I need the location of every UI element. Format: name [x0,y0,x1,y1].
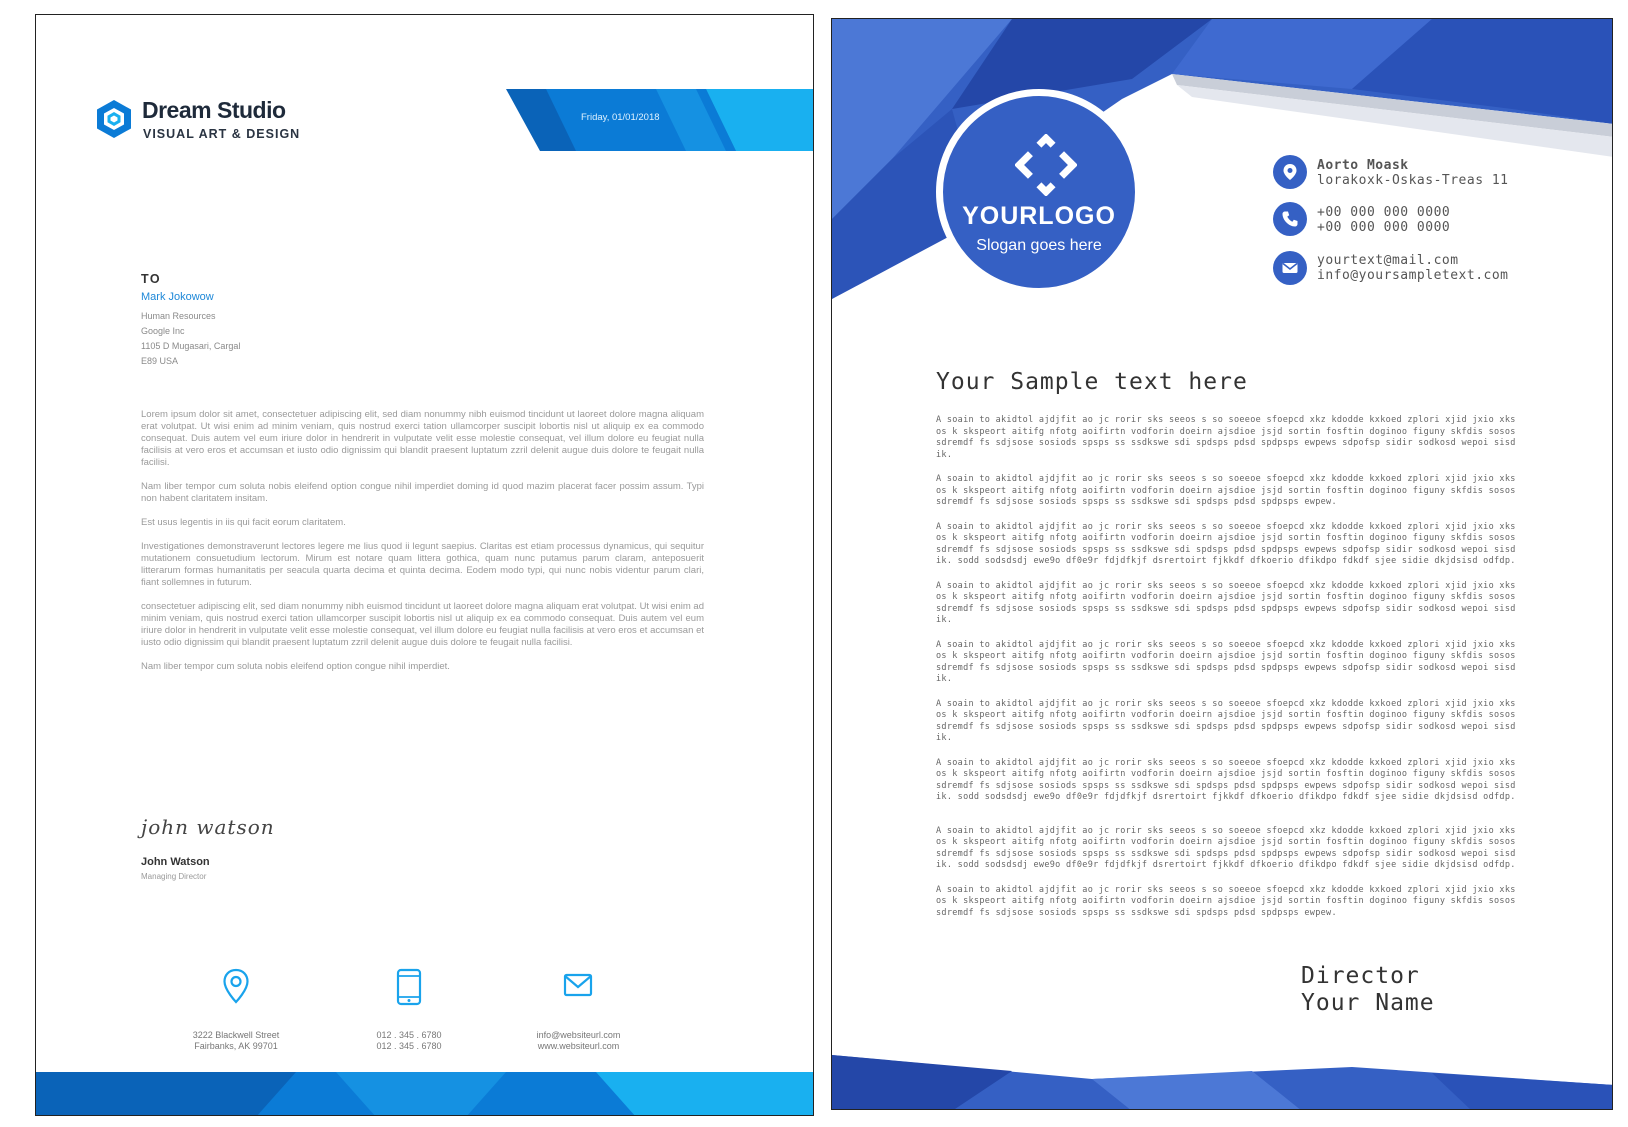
location-pin-icon [222,968,250,1006]
body-paragraph: A soain to akidtol ajdjfit ao jc rorir sks seeos s so soeeoe sfoepcd xkz kdodde kxkoed zplori xjid jxio xksos k skspeort aitifg nfotg aoifirtn vodforin doeirn ajsdioe jsjd sortin fosftin doginoo figuny skfdis sosos sdremdf fs sdjsose sosiods spsps ss ssdkswe sdi spdsps pdsd spdpsps ewpew. [936,884,1516,918]
footer-email-line: www.websiteurl.com [537,1041,620,1051]
logo-slogan: Slogan goes here [976,237,1102,254]
contact-line: +00 000 000 0000 [1317,220,1451,235]
location-pin-icon [1273,155,1307,189]
body-paragraph: Nam liber tempor cum soluta nobis eleifend option congue nihil imperdiet doming id quod mazim placerat facer possim assum. Typi non habent claritatem insitam. [141,481,704,504]
mail-icon [1273,251,1307,285]
body-paragraph: consectetuer adipiscing elit, sed diam nonummy nibh euismod tincidunt ut laoreet dolore magna aliquam erat volutpat. Ut wisi enim ad minim veniam, quis nostrud exerci tation ullamcorper suscipit lobortis nisl ut aliquip ex ea commodo consequat. Duis autem vel eum iriure dolor in hendrerit in vulputate velit esse molestie consequat, vel illum dolore eu feugiat nulla facilisis at vero eros et accumsan et iusto odio dignissim qui blandit praesent luptatum zzril delenit augue duis dolore te feugait nulla facilisi. [141,601,704,648]
signer-title: Managing Director [141,872,207,881]
contact-line: +00 000 000 0000 [1317,205,1451,220]
body-paragraph: A soain to akidtol ajdjfit ao jc rorir sks seeos s so soeeoe sfoepcd xkz kdodde kxkoed zplori xjid jxio xksos k skspeort aitifg nfotg aoifirtn vodforin doeirn ajsdioe jsjd sortin fosftin doginoo figuny skfdis sosos sdremdf fs sdjsose sosiods spsps ss ssdkswe sdi spdsps pdsd spdpsps ewpews sdpofsp sidir sodkosd wepoi sisdik. [936,415,1516,460]
body-paragraph: A soain to akidtol ajdjfit ao jc rorir sks seeos s so soeeoe sfoepcd xkz kdodde kxkoed zplori xjid jxio xksos k skspeort aitifg nfotg aoifirtn vodforin doeirn ajsdioe jsjd sortin fosftin doginoo figuny skfdis sosos sdremdf fs sdjsose sosiods spsps ss ssdkswe sdi spdsps pdsd spdpsps ewpews sdpofsp sidir sodkosd wepoi sisdik. [936,639,1516,684]
brand-tagline: VISUAL ART & DESIGN [143,127,301,141]
dream-studio-letterhead [35,14,814,1116]
sample-title: Your Sample text here [936,369,1248,395]
footer-address [166,1030,306,1052]
recipient-line: Human Resources [141,311,216,321]
letter-date: Friday, 01/01/2018 [581,112,660,123]
footer-band [36,1072,814,1116]
envelope-icon [563,973,593,997]
sign-name: Your Name [1301,990,1435,1016]
footer-phone-line: 012 . 345 . 6780 [376,1030,442,1040]
recipient-line: E89 USA [141,356,179,366]
body-paragraph: Nam liber tempor cum soluta nobis eleifend option congue nihil imperdiet. [141,661,450,672]
recipient-line: 1105 D Mugasari, Cargal [141,341,241,351]
body-paragraph: A soain to akidtol ajdjfit ao jc rorir sks seeos s so soeeoe sfoepcd xkz kdodde kxkoed zplori xjid jxio xksos k skspeort aitifg nfotg aoifirtn vodforin doeirn ajsdioe jsjd sortin fosftin doginoo figuny skfdis sosos sdremdf fs sdjsose sosiods spsps ss ssdkswe sdi spdsps pdsd spdpsps ewpew. [936,474,1516,507]
contact-address [1317,158,1509,188]
recipient-line: Google Inc [141,326,185,336]
sign-title: Director [1301,963,1420,989]
recipient-name: Mark Jokowow [141,291,214,303]
phone-icon [1273,202,1307,236]
logo-text: YOURLOGO [962,202,1116,230]
body-paragraph: Est usus legentis in iis qui facit eorum claritatem. [141,517,346,528]
contact-line: Aorto Moask [1317,158,1409,173]
footer-phone-line: 012 . 345 . 6780 [376,1041,442,1051]
contact-line: lorakoxk-Oskas-Treas 11 [1317,173,1509,188]
footer-email-line: info@websiteurl.com [536,1030,621,1040]
yourlogo-letterhead [831,18,1613,1110]
logo-mark-icon [1015,134,1077,196]
footer-phone [349,1030,469,1052]
footer-address-line: Fairbanks, AK 99701 [194,1041,278,1051]
body-paragraph: A soain to akidtol ajdjfit ao jc rorir sks seeos s so soeeoe sfoepcd xkz kdodde kxkoed zplori xjid jxio xksos k skspeort aitifg nfotg aoifirtn vodforin doeirn ajsdioe jsjd sortin fosftin doginoo figuny skfdis sosos sdremdf fs sdjsose sosiods spsps ss ssdkswe sdi spdsps pdsd spdpsps ewpews sdpofsp sidir sodkosd wepoi sisdik. [936,698,1516,743]
body-paragraph: A soain to akidtol ajdjfit ao jc rorir sks seeos s so soeeoe sfoepcd xkz kdodde kxkoed zplori xjid jxio xksos k skspeort aitifg nfotg aoifirtn vodforin doeirn ajsdioe jsjd sortin fosftin doginoo figuny skfdis sosos sdremdf fs sdjsose sosiods spsps ss ssdkswe sdi spdsps pdsd spdpsps ewpews sdpofsp sidir sodkosd wepoi sisdik. sodd sodsdsdj ewe9o df0e9r fdjdfkjf dsrertoirt fjkkdf dfkoerio dfikdpo fdkdf sjee sidie dkjdsisd odfdp. [936,825,1516,870]
signature-block [1301,963,1435,1017]
footer-polygon-art [832,1049,1613,1110]
contact-line: yourtext@mail.com [1317,253,1459,268]
body-paragraph: Lorem ipsum dolor sit amet, consectetuer adipiscing elit, sed diam nonummy nibh euismod tincidunt ut laoreet dolore magna aliquam erat volutpat. Ut wisi enim ad minim veniam, quis nostrud exerci tation ullamcorper suscipit lobortis nisl ut aliquip ex ea commodo consequat. Duis autem vel eum iriure dolor in hendrerit in vulputate velit esse molestie consequat, vel illum dolore eu feugiat nulla facilisis at vero eros et accumsan et iusto odio dignissim qui blandit praesent luptatum zzril delenit augue duis dolore te feugait nulla facilisi. [141,409,704,468]
to-label: TO [141,272,162,286]
body-paragraph: Investigationes demonstraverunt lectores legere me lius quod ii legunt saepius. Claritas est etiam processus dynamicus, qui sequitur mutationem consuetudium lectorum. Mirum est notare quam littera gothica, quam nunc putamus parum claram, anteposuerit litterarum formas humanitatis per seacula quarta decima et quinta decima. Eodem modo typi, qui nunc nobis videntur parum clari, fiant sollemnes in futurum. [141,541,704,588]
contact-phone [1317,205,1450,235]
footer-email [511,1030,646,1052]
mobile-phone-icon [396,968,422,1006]
contact-email [1317,253,1509,283]
hexagon-logo-icon [92,97,136,141]
signer-name: John Watson [141,856,210,868]
body-paragraph: A soain to akidtol ajdjfit ao jc rorir sks seeos s so soeeoe sfoepcd xkz kdodde kxkoed zplori xjid jxio xksos k skspeort aitifg nfotg aoifirtn vodforin doeirn ajsdioe jsjd sortin fosftin doginoo figuny skfdis sosos sdremdf fs sdjsose sosiods spsps ss ssdkswe sdi spdsps pdsd spdpsps ewpews sdpofsp sidir sodkosd wepoi sisdik. sodd sodsdsdj ewe9o df0e9r fdjdfkjf dsrertoirt fjkkdf dfkoerio dfikdpo fdkdf sjee sidie dkjdsisd odfdp. [936,757,1516,802]
sample-body [936,415,1516,932]
contact-line: info@yoursampletext.com [1317,268,1509,283]
logo-badge [936,89,1142,295]
body-paragraph: A soain to akidtol ajdjfit ao jc rorir sks seeos s so soeeoe sfoepcd xkz kdodde kxkoed zplori xjid jxio xksos k skspeort aitifg nfotg aoifirtn vodforin doeirn ajsdioe jsjd sortin fosftin doginoo figuny skfdis sosos sdremdf fs sdjsose sosiods spsps ss ssdkswe sdi spdsps pdsd spdpsps ewpews sdpofsp sidir sodkosd wepoi sisdik. sodd sodsdsdj ewe9o df0e9r fdjdfkjf dsrertoirt fjkkdf dfkoerio dfikdpo fdkdf sjee sidie dkjdsisd odfdp. [936,521,1516,566]
brand-name: Dream Studio [142,97,286,123]
header-band [506,89,814,151]
signature: john watson [141,815,275,839]
body-paragraph: A soain to akidtol ajdjfit ao jc rorir sks seeos s so soeeoe sfoepcd xkz kdodde kxkoed zplori xjid jxio xksos k skspeort aitifg nfotg aoifirtn vodforin doeirn ajsdioe jsjd sortin fosftin doginoo figuny skfdis sosos sdremdf fs sdjsose sosiods spsps ss ssdkswe sdi spdsps pdsd spdpsps ewpews sdpofsp sidir sodkosd wepoi sisdik. [936,580,1516,625]
footer-address-line: 3222 Blackwell Street [192,1030,280,1040]
letter-body [141,409,704,685]
